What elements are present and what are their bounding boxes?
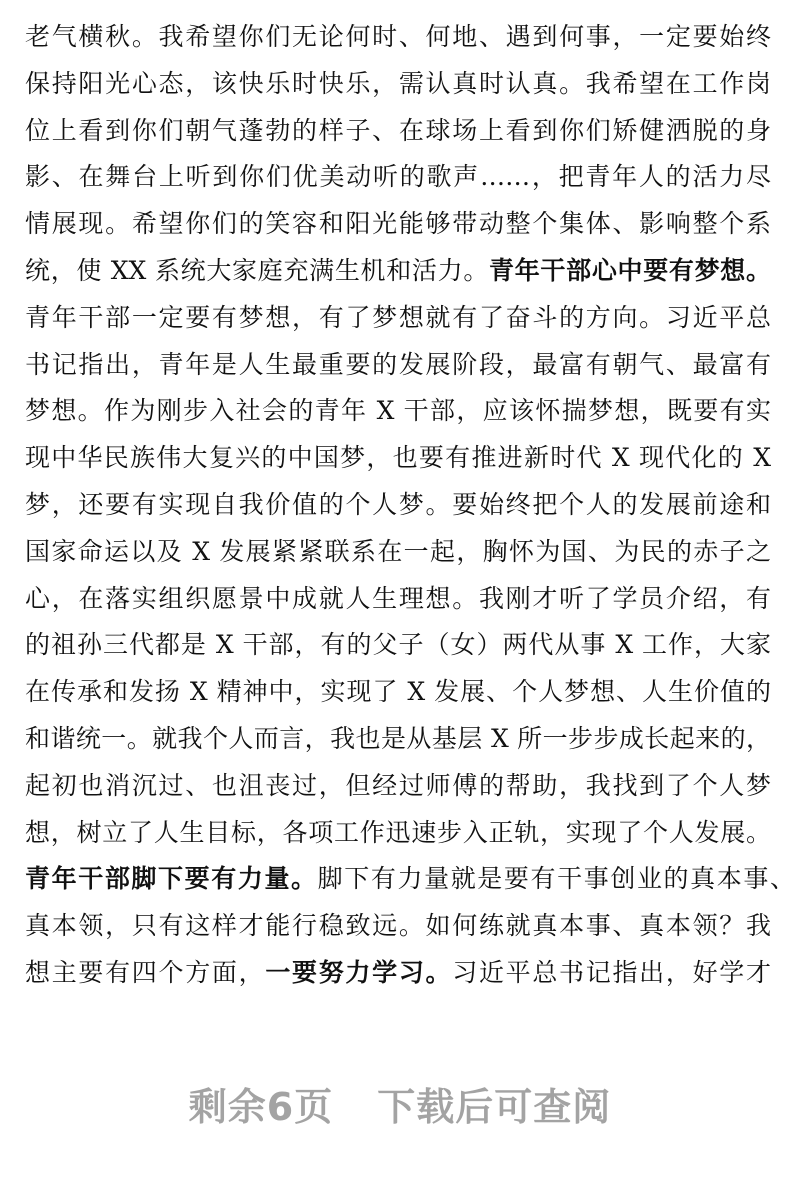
text-line: 梦，还要有实现自我价值的个人梦。要始终把个人的发展前途和 [25,489,771,519]
text-line: 国家命运以及 X 发展紧紧联系在一起，胸怀为国、为民的赤子之 [25,536,771,566]
text-line: 老气横秋。我希望你们无论何时、何地、遇到何事，一定要始终 [25,22,771,51]
text-line [25,248,771,295]
text-line: 现中华民族伟大复兴的中国梦，也要有推进新时代 X 现代化的 X [25,443,771,473]
text-line: 位上看到你们朝气蓬勃的样子、在球场上看到你们矫健洒脱的身 [25,115,771,145]
text-line: 起初也消沉过、也沮丧过，但经过师傅的帮助，我找到了个人梦 [25,770,771,800]
text-line: 真本领，只有这样才能行稳致远。如何练就真本事、真本领？我 [25,911,771,941]
text-line: 心，在落实组织愿景中成就人生理想。我刚才听了学员介绍，有 [25,583,771,613]
subheading-study: 一要努力学习。 [265,957,453,987]
text-line [25,856,795,903]
text-segment: 想主要有四个方面， [25,957,266,987]
remaining-pages-banner[interactable] [0,1076,800,1131]
text-segment: 习近平总书记指出，好学才 [452,957,771,987]
section-heading-strength: 青年干部脚下要有力量。 [25,864,318,894]
text-line: 梦想。作为刚步入社会的青年 X 干部，应该怀揣梦想，既要有实 [25,396,771,426]
text-line: 的祖孙三代都是 X 干部，有的父子（女）两代从事 X 工作，大家 [25,630,771,660]
text-line: 青年干部一定要有梦想，有了梦想就有了奋斗的方向。习近平总 [25,302,771,332]
text-line: 情展现。希望你们的笑容和阳光能够带动整个集体、影响整个系 [25,209,771,239]
text-line [25,950,771,997]
download-hint-label: 下载后可查阅 [377,1085,612,1129]
text-line: 和谐统一。就我个人而言，我也是从基层 X 所一步步成长起来的， [25,723,771,753]
text-line: 在传承和发扬 X 精神中，实现了 X 发展、个人梦想、人生价值的 [25,677,771,707]
text-line: 影、在舞台上听到你们优美动听的歌声……，把青年人的活力尽 [25,162,771,192]
section-heading-dream: 青年干部心中要有梦想。 [489,255,771,285]
text-line: 保持阳光心态，该快乐时快乐，需认真时认真。我希望在工作岗 [25,68,771,98]
remaining-pages-label: 剩余6页 [188,1085,334,1129]
text-segment: 统，使 XX 系统大家庭充满生机和活力。 [25,255,490,285]
text-segment: 脚下有力量就是要有干事创业的真本事、 [317,864,795,894]
text-line: 想，树立了人生目标，各项工作迅速步入正轨，实现了个人发展。 [25,817,771,847]
document-body [25,14,795,997]
text-line: 书记指出，青年是人生最重要的发展阶段，最富有朝气、最富有 [25,349,771,379]
